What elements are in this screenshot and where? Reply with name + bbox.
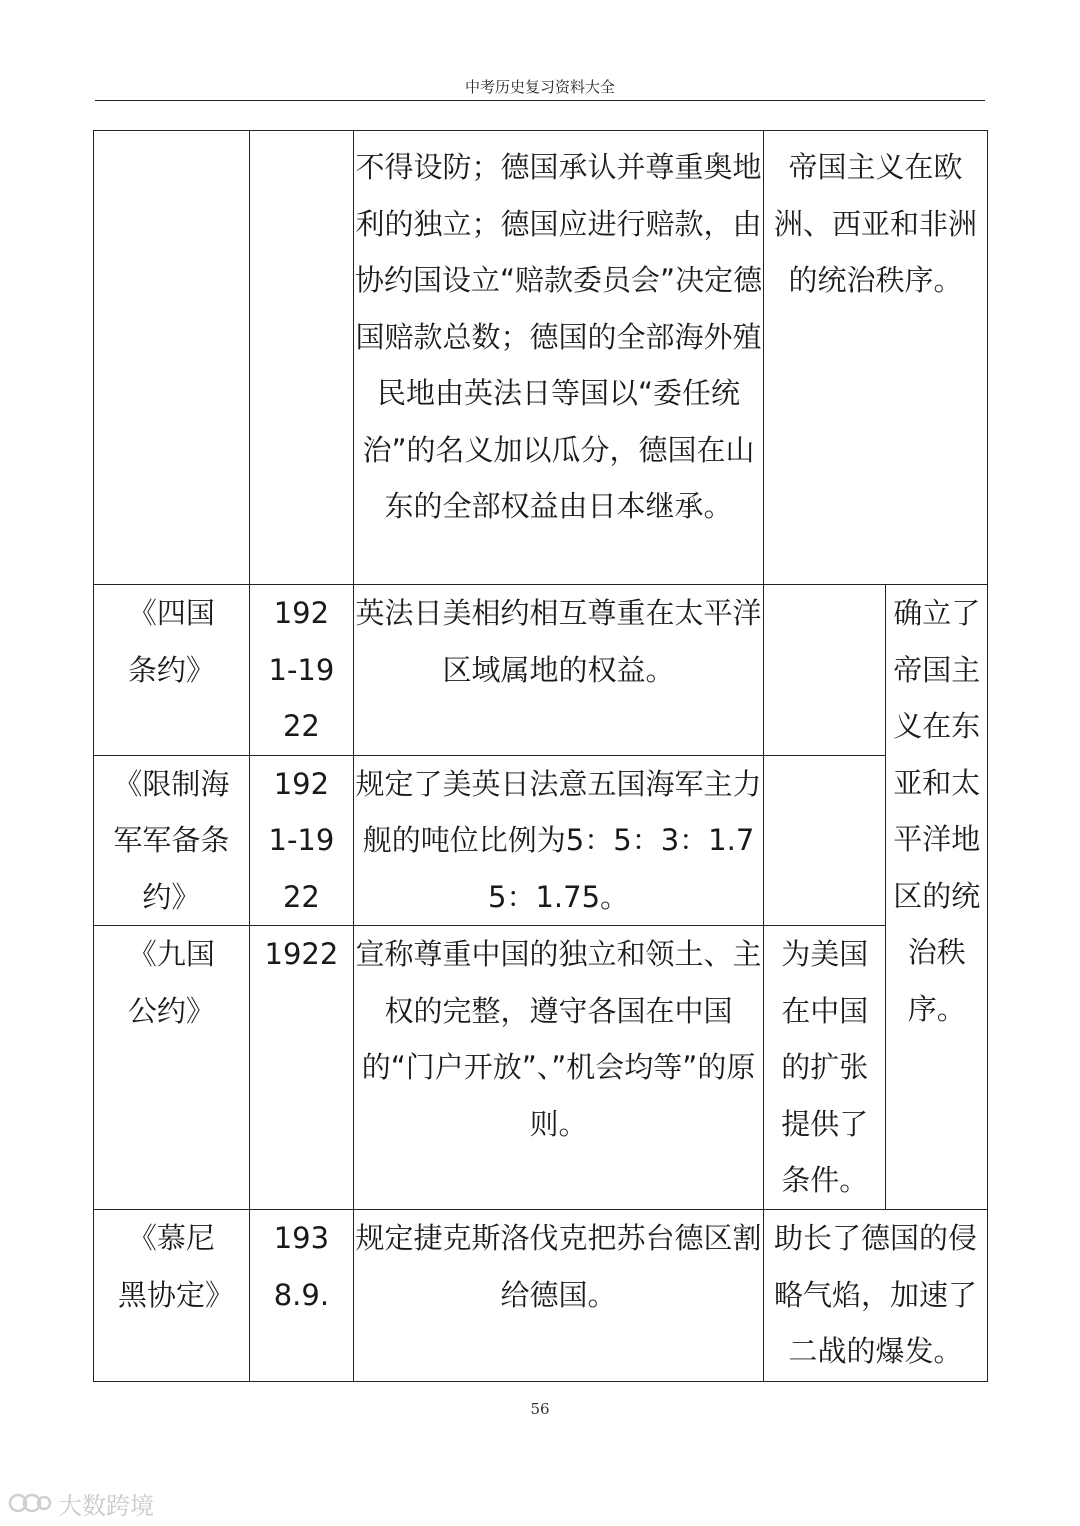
table-row: [94, 131, 988, 585]
watermark: [8, 1486, 154, 1520]
treaty-year-cell: 1921-1922: [249, 755, 353, 926]
treaty-effect-cell: 助长了德国的侵略气焰，加速了二战的爆发。: [763, 1210, 987, 1382]
treaty-content-cell: 规定捷克斯洛伐克把苏台德区割给德国。: [354, 1210, 764, 1382]
watermark-text: 大数跨境: [58, 1491, 154, 1520]
treaty-name-cell: 《慕尼黑协定》: [94, 1210, 250, 1382]
table-row: [94, 1210, 988, 1382]
treaty-effect-cell: 帝国主义在欧洲、西亚和非洲的统治秩序。: [763, 131, 987, 585]
treaty-name-cell: [94, 131, 250, 585]
treaty-effect-cell: 为美国在中国的扩张提供了条件。: [763, 926, 886, 1210]
treaty-name-cell: 《限制海军军备条约》: [94, 755, 250, 926]
table-row: [94, 926, 988, 1210]
history-table: [93, 130, 988, 1382]
header-rule: [95, 100, 985, 101]
treaty-year-cell: 1938.9.: [249, 1210, 353, 1382]
treaty-content-cell: 宣称尊重中国的独立和领土、主权的完整，遵守各国在中国的“门户开放”、”机会均等”的原则。: [354, 926, 764, 1210]
treaty-content-cell: 不得设防；德国承认并尊重奥地利的独立；德国应进行赔款，由协约国设立“赔款委员会”决定德国赔款总数；德国的全部海外殖民地由英法日等国以“委任统治”的名义加以瓜分，德国在山东的全部权益由日本继承。: [354, 131, 764, 585]
treaty-name-cell: 《九国公约》: [94, 926, 250, 1210]
table-row: [94, 755, 988, 926]
treaty-content-cell: 规定了美英日法意五国海军主力舰的吨位比例为5：5：3：1.75：1.75。: [354, 755, 764, 926]
table-row: [94, 585, 988, 756]
page-number: 56: [530, 1400, 550, 1418]
treaty-year-cell: [249, 131, 353, 585]
watermark-logo-icon: [8, 1491, 52, 1515]
washington-system-effect-cell: 确立了帝国主义在东亚和太平洋地区的统治秩序。: [886, 585, 988, 1210]
treaty-year-cell: 1921-1922: [249, 585, 353, 756]
page-header: 中考历史复习资料大全: [464, 78, 615, 96]
treaty-effect-cell: [763, 585, 886, 756]
treaty-content-cell: 英法日美相约相互尊重在太平洋区域属地的权益。: [354, 585, 764, 756]
treaty-year-cell: 1922: [249, 926, 353, 1210]
treaty-name-cell: 《四国条约》: [94, 585, 250, 756]
treaty-effect-cell: [763, 755, 886, 926]
